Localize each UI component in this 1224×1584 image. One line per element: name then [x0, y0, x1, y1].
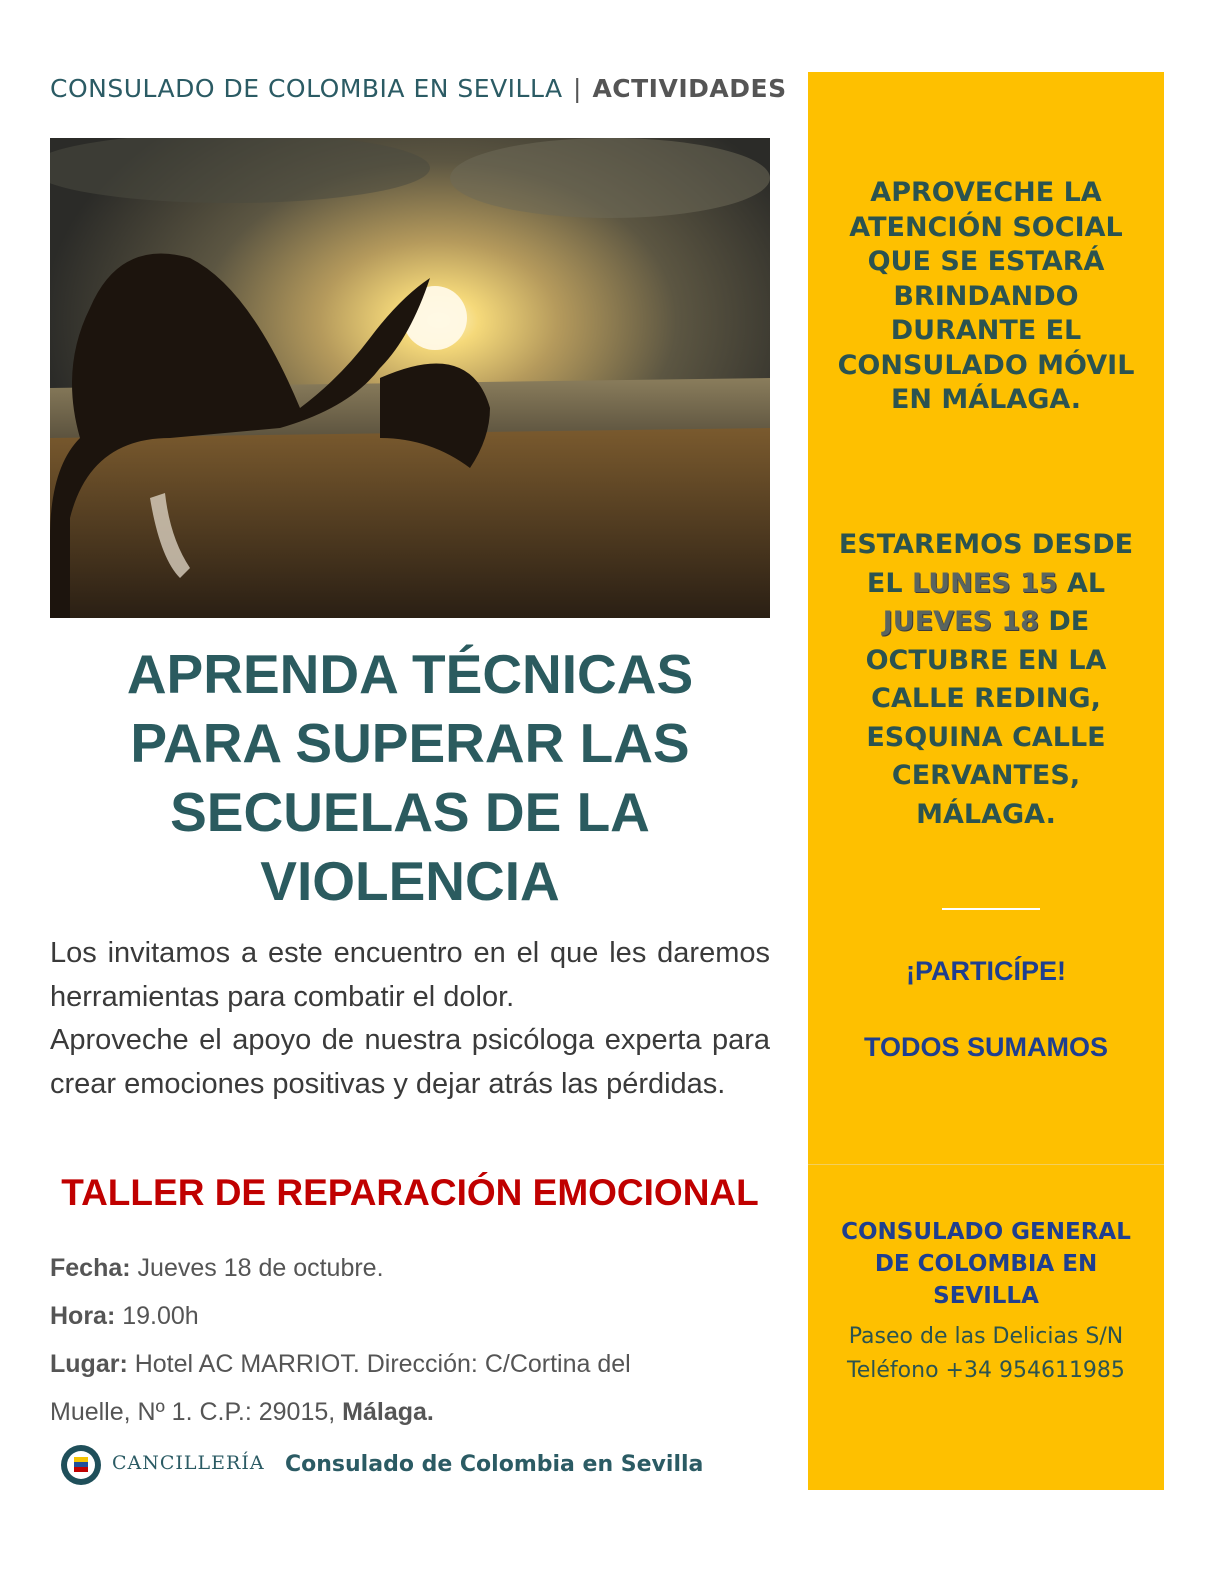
sidebar-intro-line: APROVECHE LA — [870, 177, 1102, 208]
sidebar-dates — [808, 526, 1164, 834]
title-line-2: PARA SUPERAR LAS — [130, 712, 690, 774]
sidebar-intro-line: DURANTE EL — [890, 315, 1082, 346]
sidebar-intro-line: EN MÁLAGA. — [890, 384, 1082, 415]
intro-paragraph-1: Los invitamos a este encuentro en el que les daremos herramientas para combatir el dolor. — [50, 937, 770, 1013]
dates-text: EL — [866, 567, 912, 599]
header-separator: | — [573, 74, 582, 103]
consulado-line: CONSULADO GENERAL — [841, 1219, 1131, 1245]
dates-text: DE — [1038, 606, 1090, 637]
info-sidebar — [808, 72, 1164, 1490]
dates-text: AL — [1057, 567, 1106, 599]
sidebar-intro-line: ATENCIÓN SOCIAL — [849, 211, 1123, 243]
lugar-label: Lugar: — [50, 1350, 128, 1378]
sidebar-dates-line: MÁLAGA. — [916, 798, 1056, 830]
intro-text — [50, 932, 770, 1106]
sidebar-separator — [808, 1164, 1164, 1165]
hora-label: Hora: — [50, 1302, 116, 1330]
hora-row — [50, 1292, 750, 1340]
lugar-value-2: Muelle, Nº 1. C.P.: 29015, — [50, 1398, 343, 1426]
fecha-value: Jueves 18 de octubre. — [130, 1254, 384, 1282]
sidebar-dates-line: CERVANTES, — [891, 760, 1081, 791]
fecha-label: Fecha: — [50, 1254, 131, 1282]
consulado-address: Paseo de las Delicias S/N — [848, 1324, 1124, 1349]
consulado-line: DE COLOMBIA EN — [874, 1251, 1098, 1277]
lugar-value: Hotel AC MARRIOT. Dirección: C/Cortina del — [127, 1350, 631, 1378]
sunset-beach-photo — [50, 138, 770, 618]
sidebar-dates-line: OCTUBRE EN LA — [865, 644, 1107, 676]
sidebar-intro-line: BRINDANDO — [893, 280, 1079, 312]
header-section: ACTIVIDADES — [592, 74, 787, 103]
todos-sumamos-callout: TODOS SUMAMOS — [863, 1032, 1108, 1062]
sidebar-divider — [942, 908, 1040, 910]
lugar-city: Málaga. — [342, 1398, 434, 1426]
hora-value: 19.00h — [115, 1302, 199, 1330]
lugar-row-2 — [50, 1388, 750, 1436]
consulado-contact — [808, 1320, 1164, 1388]
participe-callout: ¡PARTICÍPE! — [906, 956, 1066, 986]
cancilleria-label: CANCILLERÍA — [112, 1452, 265, 1474]
sidebar-dates-line: CALLE REDING, — [871, 683, 1101, 714]
end-date: JUEVES 18 — [882, 606, 1039, 637]
consulado-name — [808, 1216, 1164, 1312]
title-line-1: APRENDA TÉCNICAS — [126, 643, 694, 705]
title-line-4: VIOLENCIA — [260, 850, 560, 912]
sidebar-intro-line: CONSULADO MÓVIL — [837, 349, 1135, 381]
intro-paragraph-2: Aproveche el apoyo de nuestra psicóloga experta para crear emociones positivas y dejar atrás las pérdidas. — [50, 1024, 770, 1100]
workshop-title: TALLER DE REPARACIÓN EMOCIONAL — [61, 1172, 759, 1213]
lugar-row — [50, 1340, 750, 1388]
sidebar-intro-line: QUE SE ESTARÁ — [867, 246, 1105, 277]
sidebar-dates-line: ESQUINA CALLE — [866, 721, 1106, 753]
fecha-row — [50, 1244, 750, 1292]
sidebar-intro — [808, 176, 1164, 418]
sidebar-dates-line: ESTAREMOS DESDE — [838, 529, 1134, 560]
start-date: LUNES 15 — [911, 567, 1058, 599]
title-line-3: SECUELAS DE LA — [170, 781, 650, 843]
footer-consulado-label: Consulado de Colombia en Sevilla — [285, 1452, 704, 1477]
sidebar-dates-line — [808, 565, 1164, 604]
consulado-line: SEVILLA — [933, 1283, 1039, 1309]
page-header — [50, 74, 787, 110]
sidebar-dates-line — [808, 603, 1164, 642]
header-org: CONSULADO DE COLOMBIA EN SEVILLA — [50, 74, 563, 103]
page-title — [50, 640, 770, 916]
event-details — [50, 1244, 750, 1436]
consulado-phone: Teléfono +34 954611985 — [847, 1358, 1125, 1383]
colombia-seal-icon — [60, 1444, 102, 1486]
